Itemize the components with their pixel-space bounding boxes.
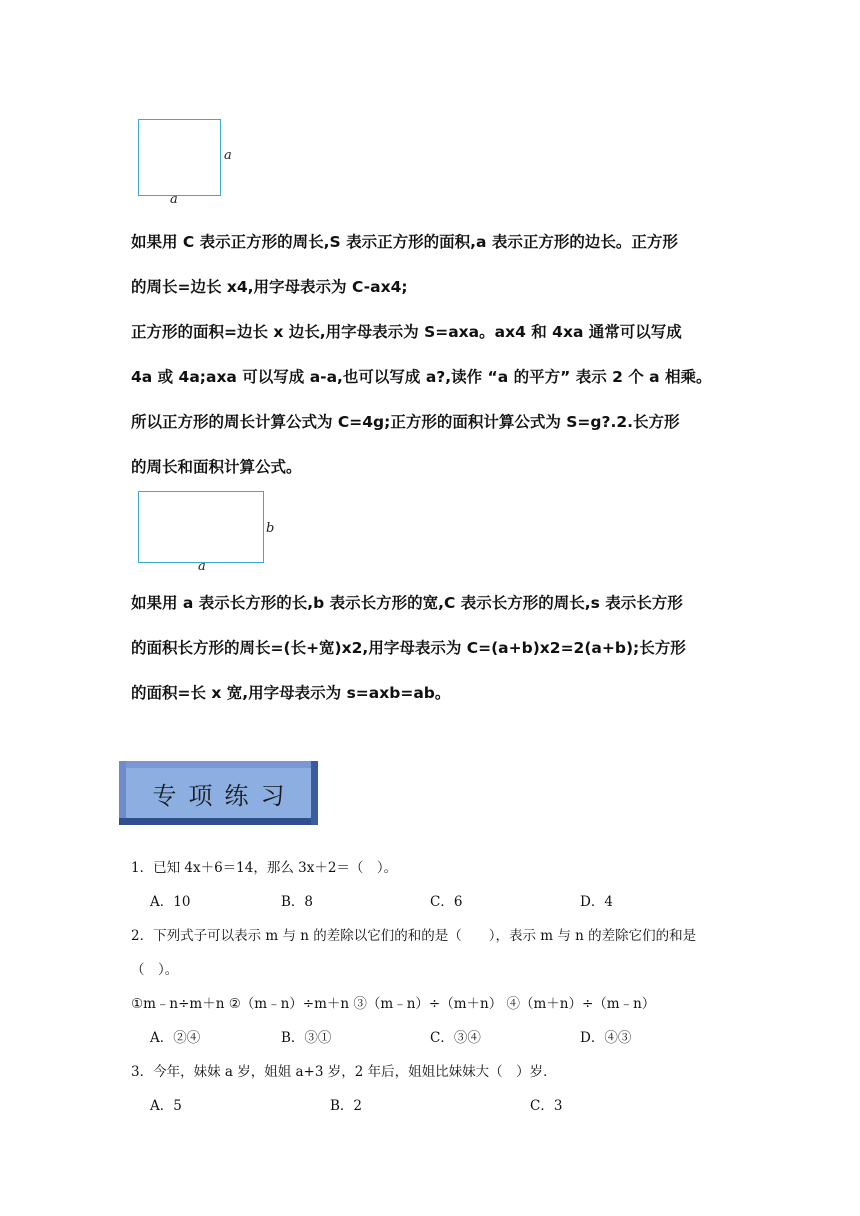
rectangle-shape (138, 491, 264, 563)
square-side-label: a (224, 148, 232, 163)
text-line-4: 4a 或 4a;axa 可以写成 a-a,也可以写成 a?,读作 “a 的平方” 表示 2 个 a 相乘。 (131, 368, 712, 386)
question-3-option-a: A．5 (150, 1098, 182, 1114)
square-figure (132, 114, 242, 210)
square-bottom-label: a (170, 192, 178, 207)
question-2-option-d: D．④③ (580, 1030, 632, 1046)
section-banner (119, 761, 318, 825)
rectangle-side-label: b (266, 521, 275, 536)
question-3-option-c: C．3 (530, 1098, 563, 1114)
question-3-stem: 3．今年，妹妹 a 岁，姐姐 a+3 岁，2 年后，姐姐比妹妹大（ ）岁． (131, 1064, 557, 1080)
text-line-6: 的周长和面积计算公式。 (131, 458, 302, 476)
banner-title: 专项练习 (152, 781, 297, 810)
text-line-8: 的面积长方形的周长=(长+宽)x2,用字母表示为 C=(a+b)x2=2(a+b);长方形 (131, 639, 686, 657)
question-2-option-c: C．③④ (430, 1030, 481, 1046)
square-shape (138, 119, 221, 196)
banner-bevel-top (119, 761, 318, 768)
question-2-stem-continued: （ ）。 (131, 962, 179, 978)
question-3-option-b: B．2 (330, 1098, 363, 1114)
question-2-option-a: A．②④ (150, 1030, 201, 1046)
question-1-stem: 1．已知 4x＋6＝14，那么 3x＋2＝（ ）。 (131, 860, 398, 876)
question-2-option-b: B．③① (281, 1030, 332, 1046)
question-1-option-b: B．8 (281, 894, 314, 910)
banner-bevel-bottom (119, 818, 318, 825)
text-line-9: 的面积=长 x 宽,用字母表示为 s=axb=ab。 (131, 684, 451, 702)
banner-bevel-right (311, 761, 318, 825)
banner-bevel-left (119, 761, 126, 825)
question-2-stem: 2．下列式子可以表示 m 与 n 的差除以它们的和的是（ ），表示 m 与 n 的差除它们的和是 (131, 928, 697, 944)
rectangle-bottom-label: a (198, 559, 206, 574)
text-line-5: 所以正方形的周长计算公式为 C=4g;正方形的面积计算公式为 S=g?.2.长方形 (131, 413, 680, 431)
text-line-1: 如果用 C 表示正方形的周长,S 表示正方形的面积,a 表示正方形的边长。正方形 (131, 233, 678, 251)
question-2-choices: ①m﹣n÷m＋n ②（m﹣n）÷m＋n ③（m﹣n）÷（m＋n） ④（m＋n）÷（m﹣n） (131, 996, 656, 1012)
text-line-3: 正方形的面积=边长 x 边长,用字母表示为 S=axa。ax4 和 4xa 通常可以写成 (131, 323, 682, 341)
text-line-2: 的周长=边长 x4,用字母表示为 C-ax4; (131, 278, 408, 296)
question-1-option-c: C．6 (430, 894, 463, 910)
question-1-option-d: D．4 (580, 894, 613, 910)
rectangle-figure (132, 486, 282, 578)
text-line-7: 如果用 a 表示长方形的长,b 表示长方形的宽,C 表示长方形的周长,s 表示长方形 (131, 594, 683, 612)
question-1-option-a: A．10 (150, 894, 191, 910)
banner-face (126, 768, 311, 818)
